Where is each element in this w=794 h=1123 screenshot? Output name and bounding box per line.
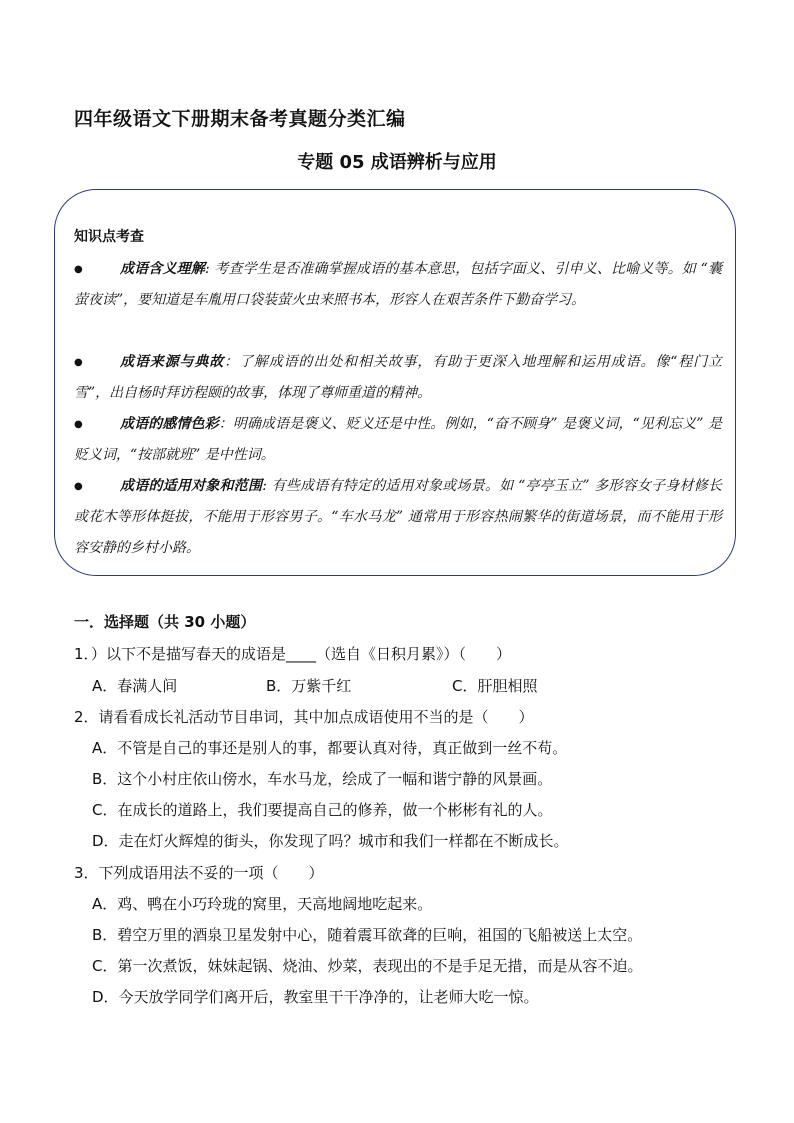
knowledge-text: ：了解成语的出处和相关故事，有助于更深入地理解和运用成语。像“程门立雪”，出自杨时拜访程颐的故事，体现了尊师重道的精神。 bbox=[74, 354, 723, 401]
knowledge-heading: 知识点考查 bbox=[74, 229, 144, 245]
option-a[interactable]: A．鸡、鸭在小巧玲珑的窝里，天高地阔地吃起来。 bbox=[92, 895, 433, 913]
bullet-icon: ● bbox=[74, 419, 83, 430]
option-c[interactable]: C．肝胆相照 bbox=[452, 677, 538, 695]
knowledge-term: 成语的适用对象和范围 bbox=[120, 478, 263, 494]
section-heading: 一．选择题（共 30 小题） bbox=[74, 613, 256, 631]
question-stem: 3．下列成语用法不妥的一项（ ） bbox=[74, 864, 324, 882]
knowledge-term: 成语含义理解 bbox=[120, 261, 206, 277]
knowledge-term: 成语来源与典故 bbox=[120, 354, 225, 370]
knowledge-text: ：明确成语是褒义、贬义还是中性。例如，“奋不顾身” 是褒义词，“见利忘义” 是贬义词，“按部就班” 是中性词。 bbox=[74, 416, 723, 463]
knowledge-item bbox=[74, 471, 722, 564]
option-c[interactable]: C．在成长的道路上，我们要提高自己的修养，做一个彬彬有礼的人。 bbox=[92, 801, 553, 819]
bullet-icon: ● bbox=[74, 264, 83, 275]
knowledge-text: : 有些成语有特定的适用对象或场景。如 “亭亭玉立” 多形容女子身材修长或花木等形体挺拔，不能用于形容男子。“车水马龙” 通常用于形容热闹繁华的街道场景，而不能用于形容安静的乡村小路。 bbox=[74, 478, 722, 556]
document-title: 四年级语文下册期末备考真题分类汇编 bbox=[74, 108, 406, 130]
knowledge-term: 成语的感情色彩 bbox=[120, 416, 219, 432]
knowledge-item bbox=[74, 409, 722, 471]
option-b[interactable]: B．万紫千红 bbox=[266, 677, 352, 695]
document-subtitle: 专题 05 成语辨析与应用 bbox=[297, 152, 497, 173]
option-b[interactable]: B．碧空万里的酒泉卫星发射中心，随着震耳欲聋的巨响，祖国的飞船被送上太空。 bbox=[92, 926, 643, 944]
option-c[interactable]: C．第一次煮饭，妹妹起锅、烧油、炒菜，表现出的不是手足无措，而是从容不迫。 bbox=[92, 957, 643, 975]
question-stem: 2．请看看成长礼活动节目串词，其中加点成语使用不当的是（ ） bbox=[74, 708, 534, 726]
knowledge-item bbox=[74, 254, 722, 316]
option-d[interactable]: D．今天放学同学们离开后，教室里干干净净的，让老师大吃一惊。 bbox=[92, 988, 539, 1006]
option-a[interactable]: A．春满人间 bbox=[92, 677, 178, 695]
question-stem: 1．）以下不是描写春天的成语是____（选自《日积月累》）（ ） bbox=[74, 645, 512, 663]
option-b[interactable]: B．这个小村庄依山傍水，车水马龙，绘成了一幅和谐宁静的风景画。 bbox=[92, 770, 553, 788]
knowledge-text: : 考查学生是否准确掌握成语的基本意思，包括字面义、引申义、比喻义等。如 “囊萤夜读”，要知道是车胤用口袋装萤火虫来照书本，形容人在艰苦条件下勤奋学习。 bbox=[74, 261, 722, 308]
option-d[interactable]: D．走在灯火辉煌的街头，你发现了吗？城市和我们一样都在不断成长。 bbox=[92, 832, 569, 850]
knowledge-item bbox=[74, 347, 722, 409]
bullet-icon: ● bbox=[74, 357, 83, 368]
option-a[interactable]: A．不管是自己的事还是别人的事，都要认真对待，真正做到一丝不苟。 bbox=[92, 739, 568, 757]
bullet-icon: ● bbox=[74, 481, 83, 492]
